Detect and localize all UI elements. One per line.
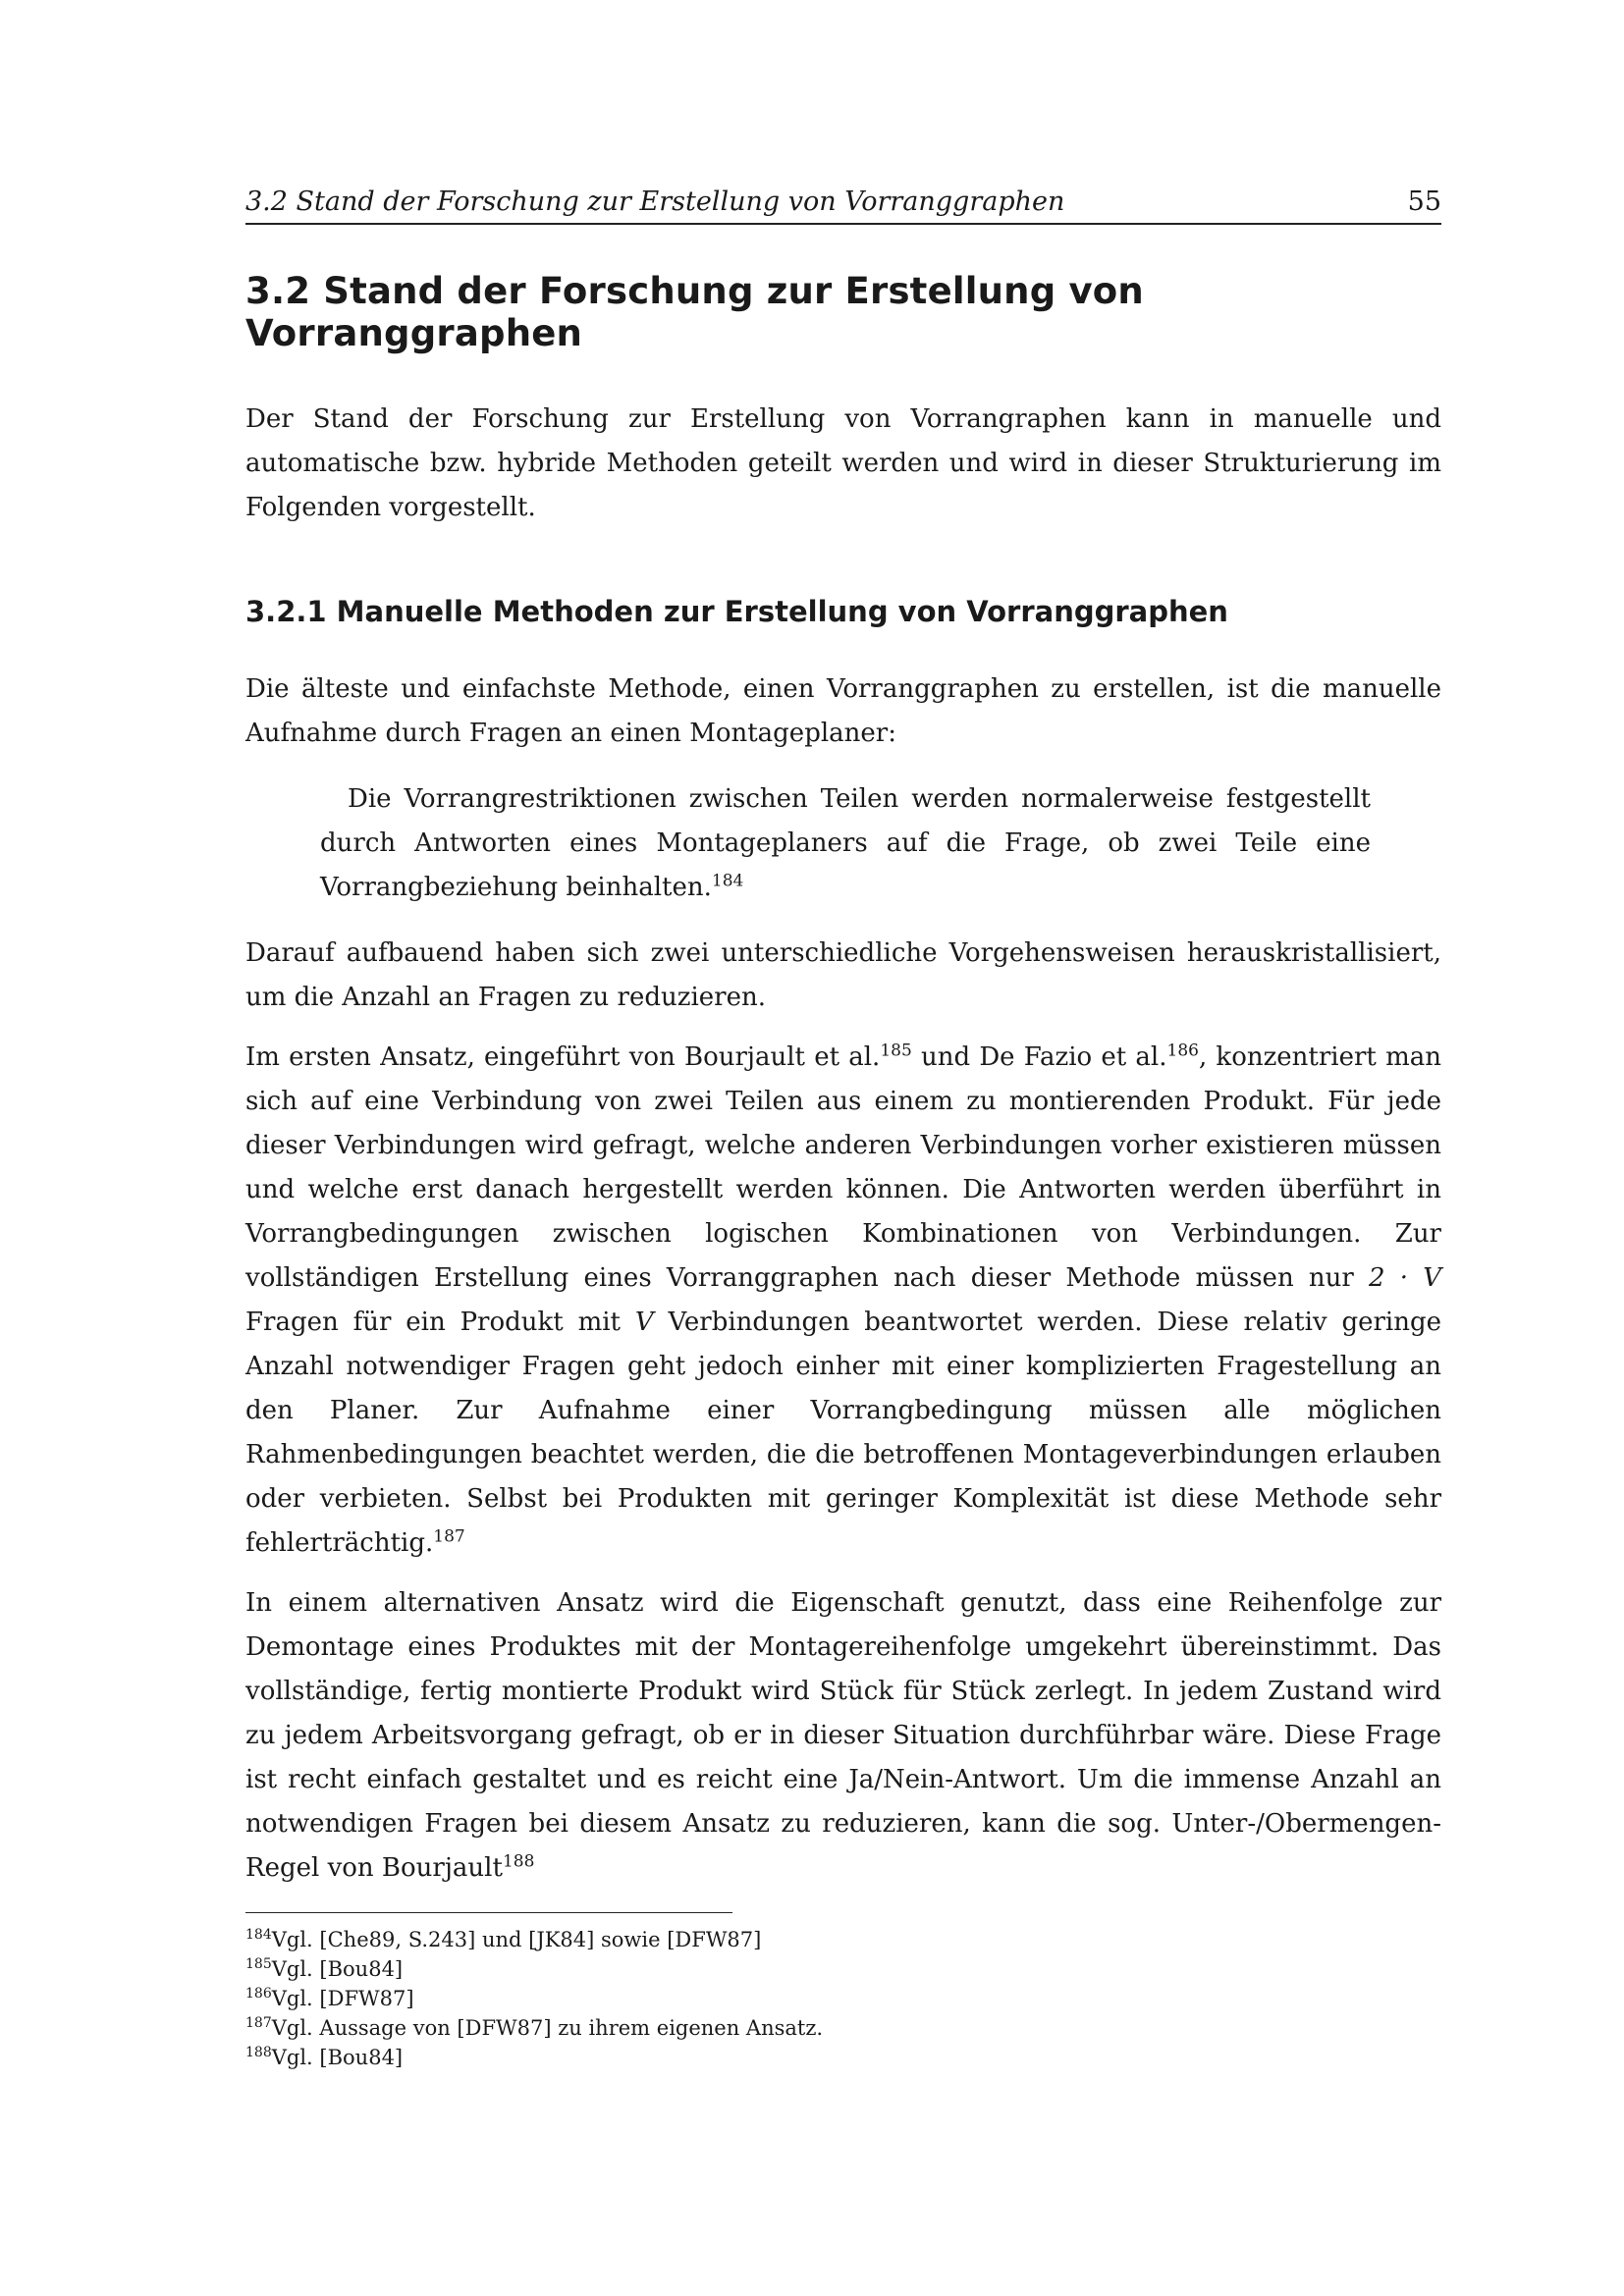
footnotes bbox=[245, 1925, 1441, 2072]
footnote-ref-185[interactable]: 185 bbox=[880, 1041, 912, 1061]
footnote-188 bbox=[245, 2043, 1441, 2072]
paragraph-3-text-d: Fragen für ein Produkt mit bbox=[245, 1308, 635, 1337]
footnote-185 bbox=[245, 1954, 1441, 1984]
paragraph-3-text-b: und De Fazio et al. bbox=[911, 1042, 1167, 1072]
paragraph-1: Die älteste und einfachste Methode, einen Vorranggraphen zu erstellen, ist die manuelle Aufnahme durch Fragen an einen Montageplaner: bbox=[245, 674, 1441, 748]
math-v: V bbox=[634, 1308, 654, 1337]
running-header-title: 3.2 Stand der Forschung zur Erstellung von Vorranggraphen bbox=[245, 187, 1065, 217]
footnote-text: Vgl. [DFW87] bbox=[271, 1987, 414, 2010]
footnote-ref-184[interactable]: 184 bbox=[711, 871, 744, 891]
footnote-number: 185 bbox=[245, 1956, 272, 1972]
paragraph-3 bbox=[245, 1036, 1441, 1566]
quotation-text: Die Vorrangrestriktionen zwischen Teilen werden normalerweise festgestellt durch Antworten eines Montageplaners auf die Frage, ob zwei Teile eine Vorrangbeziehung beinhalten. bbox=[320, 784, 1371, 902]
footnote-text: Vgl. Aussage von [DFW87] zu ihrem eigenen Ansatz. bbox=[271, 2016, 824, 2040]
paragraph-4 bbox=[245, 1581, 1441, 1891]
page-number: 55 bbox=[1407, 187, 1441, 217]
footnote-text: Vgl. [Che89, S.243] und [JK84] sowie [DFW87] bbox=[271, 1928, 762, 1951]
footnote-divider bbox=[245, 1912, 732, 1913]
footnote-text: Vgl. [Bou84] bbox=[271, 1957, 404, 1981]
footnote-184 bbox=[245, 1925, 1441, 1954]
paragraph-4-text: In einem alternativen Ansatz wird die Eigenschaft genutzt, dass eine Reihenfolge zur Demontage eines Produktes mit der Montagereihenfolge umgekehrt übereinstimmt. Das vollständige, fertig montierte Produkt wird Stück für Stück zerlegt. In jedem Zustand wird zu jedem Arbeitsvorgang gefragt, ob er in dieser Situation durchführbar wäre. Diese Frage ist recht einfach gestaltet und es reicht eine Ja/Nein-Antwort. Um die immense Anzahl an notwendigen Fragen bei diesem Ansatz zu reduzieren, kann die sog. Unter-/Obermengen-Regel von Bourjault bbox=[245, 1588, 1441, 1883]
footnote-number: 184 bbox=[245, 1927, 272, 1943]
footnote-ref-187[interactable]: 187 bbox=[433, 1526, 465, 1547]
section-intro-paragraph: Der Stand der Forschung zur Erstellung von Vorrangraphen kann in manuelle und automatische bzw. hybride Methoden geteilt werden und wird in dieser Strukturierung im Folgenden vorgestellt. bbox=[245, 404, 1441, 522]
page bbox=[245, 187, 1441, 2072]
subsection-heading: 3.2.1 Manuelle Methoden zur Erstellung von Vorranggraphen bbox=[245, 595, 1228, 628]
footnote-text: Vgl. [Bou84] bbox=[271, 2046, 404, 2069]
quotation bbox=[320, 777, 1371, 910]
math-2-times-v: 2 · V bbox=[1369, 1263, 1441, 1293]
paragraph-2: Darauf aufbauend haben sich zwei unterschiedliche Vorgehensweisen herauskristallisiert, um die Anzahl an Fragen zu reduzieren. bbox=[245, 938, 1441, 1012]
section-heading: 3.2 Stand der Forschung zur Erstellung von Vorranggraphen bbox=[245, 270, 1144, 354]
footnote-number: 188 bbox=[245, 2045, 272, 2060]
footnote-number: 187 bbox=[245, 2015, 272, 2031]
footnote-186 bbox=[245, 1984, 1441, 2013]
running-header bbox=[245, 187, 1441, 225]
paragraph-3-text-a: Im ersten Ansatz, eingeführt von Bourjault et al. bbox=[245, 1042, 881, 1072]
footnote-number: 186 bbox=[245, 1986, 272, 2002]
footnote-ref-186[interactable]: 186 bbox=[1166, 1041, 1199, 1061]
paragraph-3-text-c: , konzentriert man sich auf eine Verbindung von zwei Teilen aus einem zu montierenden Produkt. Für jede dieser Verbindungen wird gefragt, welche anderen Verbindungen vorher existieren müssen und welche erst danach hergestellt werden können. Die Antworten werden überführt in Vorrangbedingungen zwischen logischen Kombinationen von Verbindungen. Zur vollständigen Erstellung eines Vorranggraphen nach dieser Methode müssen nur bbox=[245, 1042, 1441, 1293]
footnote-187 bbox=[245, 2013, 1441, 2043]
paragraph-3-text-e: Verbindungen beantwortet werden. Diese relativ geringe Anzahl notwendiger Fragen geht jedoch einher mit einer komplizierten Fragestellung an den Planer. Zur Aufnahme einer Vorrangbedingung müssen alle möglichen Rahmenbedingungen beachtet werden, die die betroffenen Montageverbindungen erlauben oder verbieten. Selbst bei Produkten mit geringer Komplexität ist diese Methode sehr fehlerträchtig. bbox=[245, 1308, 1441, 1558]
footnote-ref-188[interactable]: 188 bbox=[502, 1851, 535, 1872]
